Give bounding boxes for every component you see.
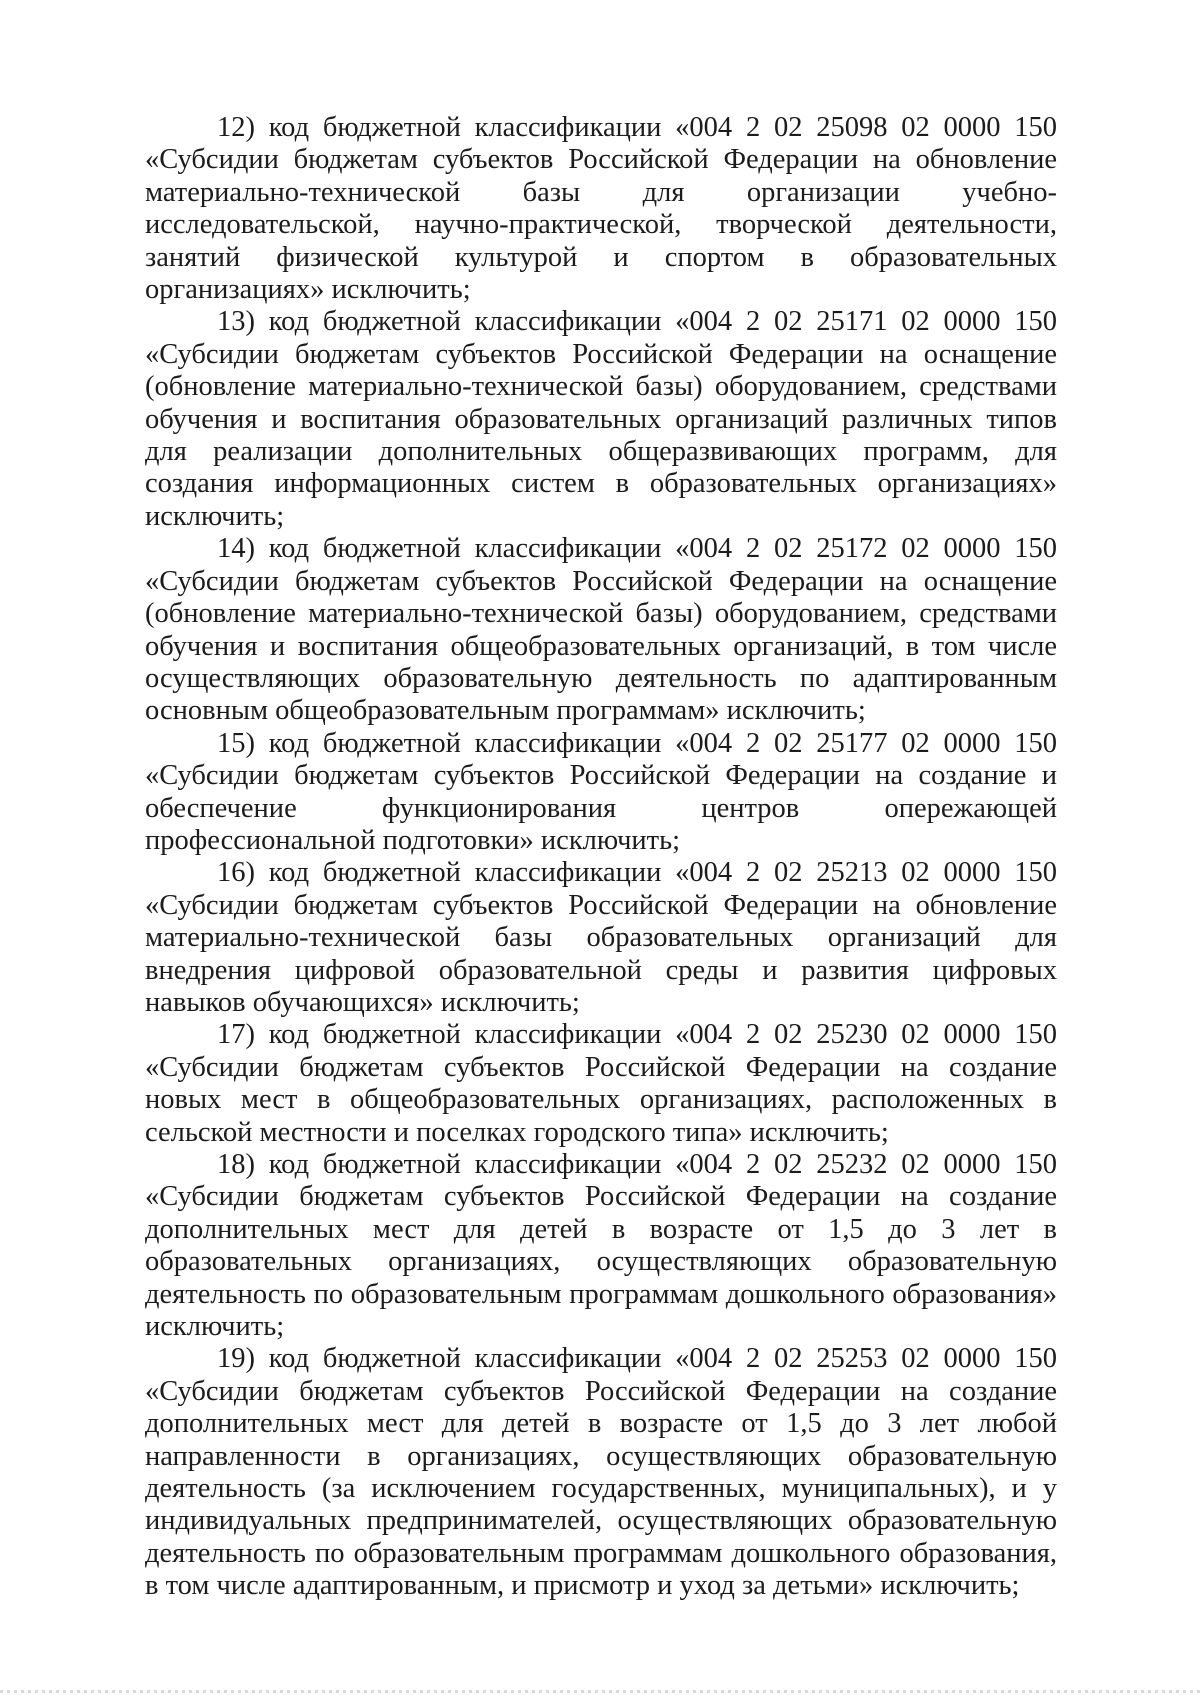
paragraph-item-18: 18) код бюджетной классификации «004 2 02 25232 02 0000 150 «Субсидии бюджетам субъектов Российской Федерации на создание дополнительных мест для детей в возрасте от 1,5 до 3 лет в образовательных организациях, осуществляющих образовательную деятельность по образовательным программам дошкольного образования» исключить; — [145, 1149, 1057, 1343]
paragraph-item-15: 15) код бюджетной классификации «004 2 02 25177 02 0000 150 «Субсидии бюджетам субъектов Российской Федерации на создание и обеспечение функционирования центров опережающей профессиональной подготовки» исключить; — [145, 727, 1057, 856]
paragraph-item-13: 13) код бюджетной классификации «004 2 02 25171 02 0000 150 «Субсидии бюджетам субъектов Российской Федерации на оснащение (обновление материально-технической базы) оборудованием, средствами обучения и воспитания образовательных организаций различных типов для реализации дополнительных общеразвивающих программ, для создания информационных систем в образовательных организациях» исключить; — [145, 306, 1057, 532]
scan-artifact-line — [0, 1690, 1200, 1693]
paragraph-item-12: 12) код бюджетной классификации «004 2 02 25098 02 0000 150 «Субсидии бюджетам субъектов Российской Федерации на обновление материально-технической базы для организации учебно-исследовательской, научно-практической, творческой деятельности, занятий физической культурой и спортом в образовательных организациях» исключить; — [145, 112, 1057, 306]
paragraph-item-17: 17) код бюджетной классификации «004 2 02 25230 02 0000 150 «Субсидии бюджетам субъектов Российской Федерации на создание новых мест в общеобразовательных организациях, расположенных в сельской местности и поселках городского типа» исключить; — [145, 1019, 1057, 1148]
paragraph-item-19: 19) код бюджетной классификации «004 2 02 25253 02 0000 150 «Субсидии бюджетам субъектов Российской Федерации на создание дополнительных мест для детей в возрасте от 1,5 до 3 лет любой направленности в организациях, осуществляющих образовательную деятельность (за исключением государственных, муниципальных), и у индивидуальных предпринимателей, осуществляющих образовательную деятельность по образовательным программам дошкольного образования, в том числе адаптированным, и присмотр и уход за детьми» исключить; — [145, 1343, 1057, 1602]
paragraph-item-16: 16) код бюджетной классификации «004 2 02 25213 02 0000 150 «Субсидии бюджетам субъектов Российской Федерации на обновление материально-технической базы образовательных организаций для внедрения цифровой образовательной среды и развития цифровых навыков обучающихся» исключить; — [145, 857, 1057, 1018]
paragraph-item-14: 14) код бюджетной классификации «004 2 02 25172 02 0000 150 «Субсидии бюджетам субъектов Российской Федерации на оснащение (обновление материально-технической базы) оборудованием, средствами обучения и воспитания общеобразовательных организаций, в том числе осуществляющих образовательную деятельность по адаптированным основным общеобразовательным программам» исключить; — [145, 533, 1057, 727]
document-body — [145, 112, 1057, 1603]
